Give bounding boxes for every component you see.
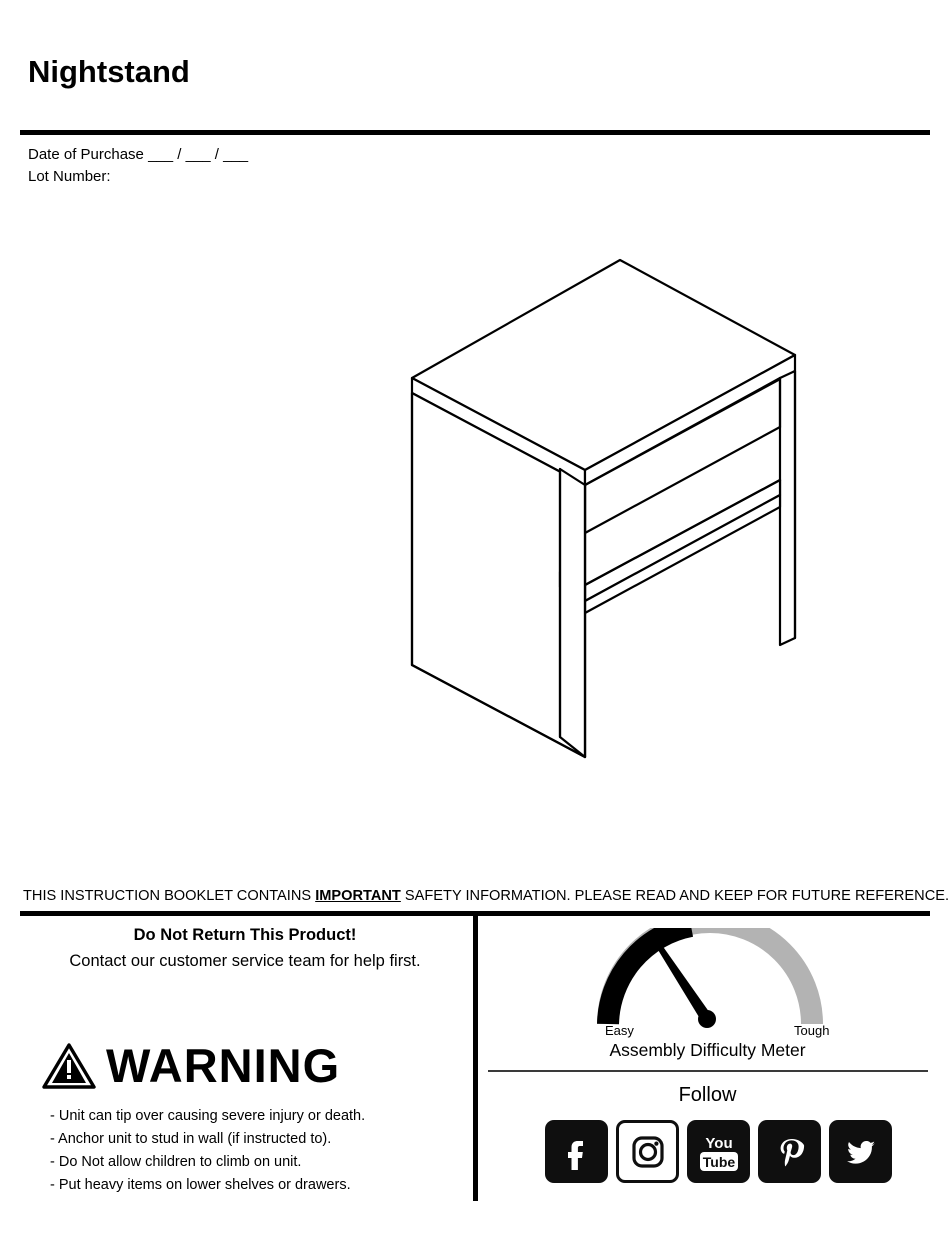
- safety-banner-emphasis: IMPORTANT: [315, 888, 401, 904]
- warning-list: [50, 1105, 365, 1197]
- date-of-purchase-field: Date of Purchase ___ / ___ / ___: [28, 146, 249, 163]
- follow-label: Follow: [678, 1084, 737, 1106]
- difficulty-and-follow-panel: [480, 916, 935, 1206]
- warning-list-item: - Put heavy items on lower shelves or drawers.: [50, 1177, 351, 1193]
- instagram-icon[interactable]: [616, 1120, 679, 1183]
- warning-list-item: - Anchor unit to stud in wall (if instructed to).: [50, 1131, 332, 1147]
- lot-number-field: Lot Number:: [28, 168, 111, 185]
- social-links[interactable]: [545, 1120, 892, 1183]
- title-divider: [20, 130, 930, 135]
- warning-word: WARNING: [106, 1039, 341, 1092]
- assembly-difficulty-gauge: [590, 928, 830, 1033]
- do-not-return-panel: [20, 920, 470, 1210]
- safety-banner-after: SAFETY INFORMATION. PLEASE READ AND KEEP FOR FUTURE REFERENCE.: [400, 888, 950, 904]
- youtube-icon[interactable]: [687, 1120, 750, 1183]
- svg-text:Tube: Tube: [702, 1153, 735, 1170]
- nightstand-illustration: [380, 245, 820, 785]
- warning-list-item: - Do Not allow children to climb on unit.: [50, 1154, 302, 1170]
- do-not-return-heading: Do Not Return This Product!: [133, 926, 357, 944]
- gauge-label-tough: Tough: [794, 1023, 830, 1038]
- safety-banner-before: THIS INSTRUCTION BOOKLET CONTAINS: [23, 888, 316, 904]
- warning-list-item: - Unit can tip over causing severe injury or death.: [50, 1108, 366, 1124]
- gauge-label-easy: Easy: [605, 1023, 634, 1038]
- twitter-icon[interactable]: [829, 1120, 892, 1183]
- safety-banner: [23, 888, 950, 904]
- page-title: Nightstand: [28, 54, 190, 89]
- vertical-divider: [473, 916, 478, 1201]
- pinterest-icon[interactable]: [758, 1120, 821, 1183]
- follow-divider: [488, 1070, 928, 1072]
- svg-text:You: You: [704, 1134, 733, 1152]
- facebook-icon[interactable]: [545, 1120, 608, 1183]
- gauge-caption: Assembly Difficulty Meter: [609, 1040, 806, 1060]
- contact-support-line: Contact our customer service team for help first.: [69, 952, 421, 970]
- warning-header: [42, 1039, 341, 1092]
- warning-triangle-icon: [42, 1042, 96, 1090]
